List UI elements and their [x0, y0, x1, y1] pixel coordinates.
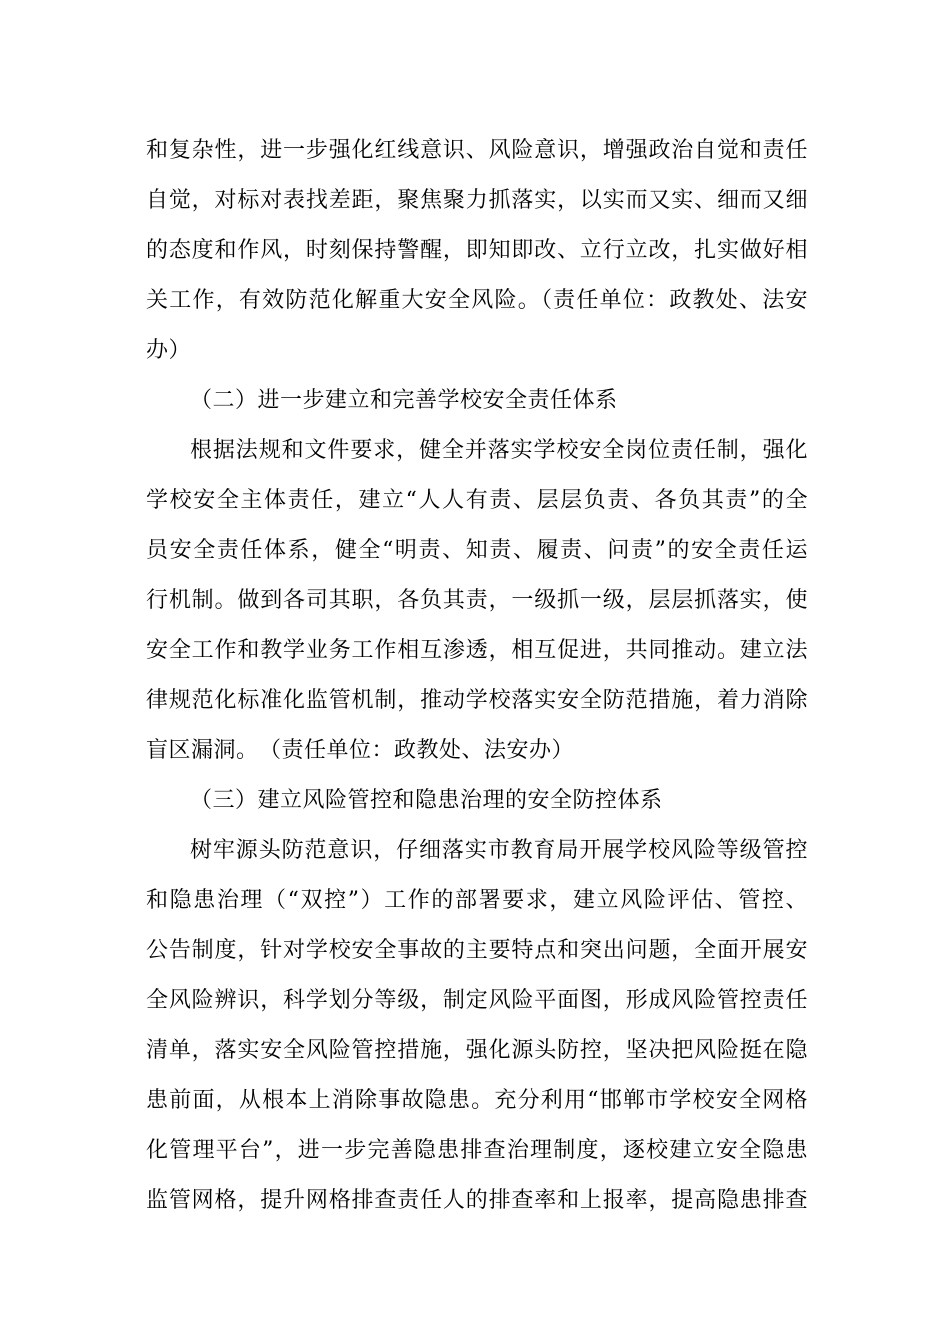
paragraph-line: 办）	[146, 338, 192, 363]
paragraph-line: 清单，落实安全风险管控措施，强化源头防控，坚决把风险挺在隐	[146, 1038, 808, 1063]
section-heading: （二）进一步建立和完善学校安全责任体系	[190, 388, 618, 413]
paragraph-line: 公告制度，针对学校安全事故的主要特点和突出问题，全面开展安	[146, 938, 808, 963]
paragraph-line: 全风险辨识，科学划分等级，制定风险平面图，形成风险管控责任	[146, 988, 808, 1013]
paragraph-line: 根据法规和文件要求，健全并落实学校安全岗位责任制，强化	[190, 438, 808, 463]
paragraph-line: 律规范化标准化监管机制，推动学校落实安全防范措施，着力消除	[146, 688, 808, 713]
paragraph-line: 关工作，有效防范化解重大安全风险。（责任单位：政教处、法安	[146, 288, 808, 313]
paragraph-line: 自觉，对标对表找差距，聚焦聚力抓落实，以实而又实、细而又细	[146, 188, 808, 213]
paragraph-line: 监管网格，提升网格排查责任人的排查率和上报率，提高隐患排查	[146, 1188, 808, 1213]
paragraph-line: 行机制。做到各司其职，各负其责，一级抓一级，层层抓落实，使	[146, 588, 808, 613]
paragraph-line: 员安全责任体系，健全“明责、知责、履责、问责”的安全责任运	[146, 538, 808, 563]
paragraph-line: 和隐患治理（“双控”）工作的部署要求，建立风险评估、管控、	[146, 888, 808, 913]
paragraph-line: 学校安全主体责任，建立“人人有责、层层负责、各负其责”的全	[146, 488, 808, 513]
paragraph-line: 化管理平台”，进一步完善隐患排查治理制度，逐校建立安全隐患	[146, 1138, 808, 1163]
paragraph-line: 安全工作和教学业务工作相互渗透，相互促进，共同推动。建立法	[146, 638, 808, 663]
paragraph-line: 患前面，从根本上消除事故隐患。充分利用“邯郸市学校安全网格	[146, 1088, 808, 1113]
paragraph-line: 盲区漏洞。 （责任单位：政教处、法安办）	[146, 738, 575, 763]
paragraph-line: 的态度和作风，时刻保持警醒，即知即改、立行立改，扎实做好相	[146, 238, 808, 263]
paragraph-line: 树牢源头防范意识，仔细落实市教育局开展学校风险等级管控	[190, 838, 808, 863]
section-heading: （三）建立风险管控和隐患治理的安全防控体系	[190, 788, 663, 813]
paragraph-line: 和复杂性，进一步强化红线意识、风险意识，增强政治自觉和责任	[146, 138, 808, 163]
